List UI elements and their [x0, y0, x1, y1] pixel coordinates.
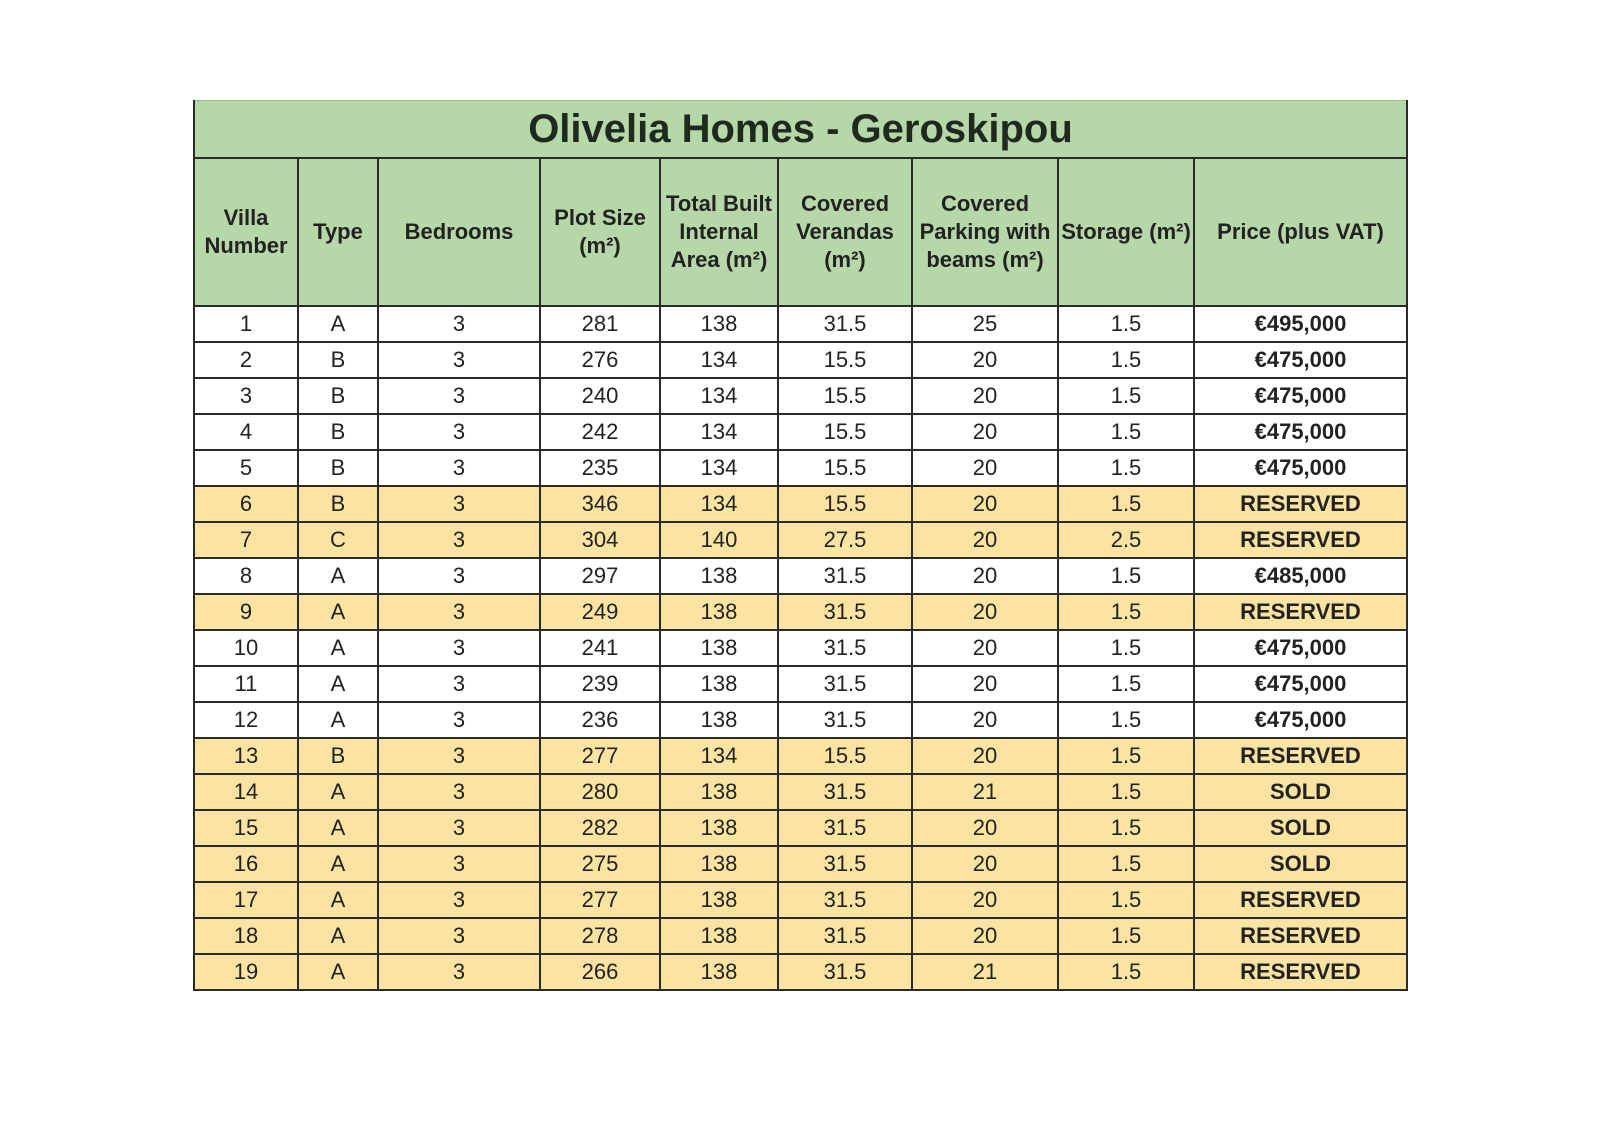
cell-price: €475,000 — [1194, 414, 1407, 450]
cell-price: RESERVED — [1194, 882, 1407, 918]
cell-storage: 1.5 — [1058, 954, 1194, 990]
cell-covered-parking: 20 — [912, 630, 1058, 666]
villa-price-table — [193, 100, 1408, 991]
column-header-covered-verandas: Covered Verandas (m²) — [778, 158, 912, 306]
table-row — [194, 486, 1407, 522]
cell-villa-number: 15 — [194, 810, 298, 846]
cell-covered-verandas: 31.5 — [778, 846, 912, 882]
cell-plot-size: 236 — [540, 702, 660, 738]
table-row — [194, 954, 1407, 990]
cell-covered-verandas: 15.5 — [778, 342, 912, 378]
cell-plot-size: 346 — [540, 486, 660, 522]
cell-storage: 1.5 — [1058, 342, 1194, 378]
cell-type: A — [298, 666, 378, 702]
cell-covered-parking: 20 — [912, 450, 1058, 486]
cell-total-built-area: 138 — [660, 954, 778, 990]
cell-price: RESERVED — [1194, 594, 1407, 630]
cell-bedrooms: 3 — [378, 486, 540, 522]
cell-villa-number: 2 — [194, 342, 298, 378]
cell-covered-parking: 20 — [912, 342, 1058, 378]
cell-storage: 1.5 — [1058, 666, 1194, 702]
cell-storage: 1.5 — [1058, 558, 1194, 594]
cell-covered-verandas: 31.5 — [778, 954, 912, 990]
table-body — [194, 306, 1407, 990]
column-header-bedrooms: Bedrooms — [378, 158, 540, 306]
cell-bedrooms: 3 — [378, 630, 540, 666]
cell-villa-number: 13 — [194, 738, 298, 774]
cell-storage: 1.5 — [1058, 450, 1194, 486]
cell-bedrooms: 3 — [378, 306, 540, 342]
cell-plot-size: 241 — [540, 630, 660, 666]
table-row — [194, 594, 1407, 630]
cell-plot-size: 266 — [540, 954, 660, 990]
cell-bedrooms: 3 — [378, 558, 540, 594]
cell-plot-size: 277 — [540, 882, 660, 918]
cell-price: SOLD — [1194, 846, 1407, 882]
cell-covered-verandas: 31.5 — [778, 594, 912, 630]
table-row — [194, 702, 1407, 738]
cell-plot-size: 282 — [540, 810, 660, 846]
table-row — [194, 378, 1407, 414]
column-header-storage: Storage (m²) — [1058, 158, 1194, 306]
column-header-price: Price (plus VAT) — [1194, 158, 1407, 306]
cell-villa-number: 9 — [194, 594, 298, 630]
cell-covered-parking: 20 — [912, 702, 1058, 738]
cell-type: A — [298, 630, 378, 666]
cell-covered-verandas: 31.5 — [778, 702, 912, 738]
cell-villa-number: 10 — [194, 630, 298, 666]
cell-bedrooms: 3 — [378, 522, 540, 558]
cell-storage: 1.5 — [1058, 702, 1194, 738]
cell-total-built-area: 134 — [660, 486, 778, 522]
cell-price: RESERVED — [1194, 486, 1407, 522]
page-title: Olivelia Homes - Geroskipou — [194, 101, 1407, 159]
cell-total-built-area: 138 — [660, 810, 778, 846]
table-row — [194, 918, 1407, 954]
cell-total-built-area: 138 — [660, 306, 778, 342]
cell-covered-verandas: 31.5 — [778, 306, 912, 342]
cell-type: A — [298, 594, 378, 630]
cell-villa-number: 17 — [194, 882, 298, 918]
cell-villa-number: 11 — [194, 666, 298, 702]
cell-type: A — [298, 774, 378, 810]
cell-plot-size: 304 — [540, 522, 660, 558]
cell-storage: 1.5 — [1058, 486, 1194, 522]
cell-villa-number: 8 — [194, 558, 298, 594]
cell-covered-parking: 25 — [912, 306, 1058, 342]
cell-type: A — [298, 882, 378, 918]
table-row — [194, 522, 1407, 558]
cell-total-built-area: 138 — [660, 846, 778, 882]
cell-price: SOLD — [1194, 774, 1407, 810]
cell-type: B — [298, 414, 378, 450]
cell-price: €475,000 — [1194, 450, 1407, 486]
cell-total-built-area: 134 — [660, 450, 778, 486]
cell-storage: 1.5 — [1058, 774, 1194, 810]
cell-covered-parking: 21 — [912, 954, 1058, 990]
column-header-villa-number: Villa Number — [194, 158, 298, 306]
cell-bedrooms: 3 — [378, 342, 540, 378]
cell-covered-verandas: 27.5 — [778, 522, 912, 558]
cell-type: A — [298, 846, 378, 882]
table-row — [194, 630, 1407, 666]
cell-type: A — [298, 954, 378, 990]
table-row — [194, 666, 1407, 702]
cell-covered-parking: 20 — [912, 486, 1058, 522]
cell-price: €495,000 — [1194, 306, 1407, 342]
column-header-type: Type — [298, 158, 378, 306]
cell-type: A — [298, 810, 378, 846]
cell-villa-number: 12 — [194, 702, 298, 738]
cell-plot-size: 239 — [540, 666, 660, 702]
cell-price: €475,000 — [1194, 702, 1407, 738]
cell-plot-size: 235 — [540, 450, 660, 486]
cell-bedrooms: 3 — [378, 882, 540, 918]
cell-plot-size: 278 — [540, 918, 660, 954]
cell-plot-size: 240 — [540, 378, 660, 414]
cell-covered-parking: 20 — [912, 738, 1058, 774]
cell-bedrooms: 3 — [378, 378, 540, 414]
cell-bedrooms: 3 — [378, 414, 540, 450]
cell-bedrooms: 3 — [378, 666, 540, 702]
cell-price: €485,000 — [1194, 558, 1407, 594]
cell-covered-parking: 20 — [912, 558, 1058, 594]
cell-covered-parking: 20 — [912, 666, 1058, 702]
table-row — [194, 342, 1407, 378]
cell-covered-parking: 21 — [912, 774, 1058, 810]
cell-total-built-area: 134 — [660, 342, 778, 378]
column-header-plot-size: Plot Size (m²) — [540, 158, 660, 306]
cell-plot-size: 281 — [540, 306, 660, 342]
cell-bedrooms: 3 — [378, 954, 540, 990]
cell-type: B — [298, 378, 378, 414]
cell-total-built-area: 134 — [660, 738, 778, 774]
cell-type: B — [298, 738, 378, 774]
cell-type: C — [298, 522, 378, 558]
column-header-row — [194, 158, 1407, 306]
cell-plot-size: 275 — [540, 846, 660, 882]
cell-covered-parking: 20 — [912, 414, 1058, 450]
cell-covered-parking: 20 — [912, 846, 1058, 882]
cell-villa-number: 5 — [194, 450, 298, 486]
cell-covered-verandas: 31.5 — [778, 666, 912, 702]
table-row — [194, 450, 1407, 486]
cell-total-built-area: 138 — [660, 918, 778, 954]
cell-plot-size: 280 — [540, 774, 660, 810]
cell-total-built-area: 134 — [660, 378, 778, 414]
cell-plot-size: 297 — [540, 558, 660, 594]
cell-bedrooms: 3 — [378, 810, 540, 846]
cell-villa-number: 3 — [194, 378, 298, 414]
cell-storage: 1.5 — [1058, 378, 1194, 414]
cell-price: RESERVED — [1194, 954, 1407, 990]
cell-storage: 1.5 — [1058, 738, 1194, 774]
cell-price: RESERVED — [1194, 522, 1407, 558]
cell-total-built-area: 138 — [660, 666, 778, 702]
cell-villa-number: 4 — [194, 414, 298, 450]
cell-storage: 1.5 — [1058, 594, 1194, 630]
cell-price: €475,000 — [1194, 666, 1407, 702]
cell-total-built-area: 138 — [660, 558, 778, 594]
cell-total-built-area: 134 — [660, 414, 778, 450]
cell-villa-number: 6 — [194, 486, 298, 522]
cell-total-built-area: 138 — [660, 882, 778, 918]
table-row — [194, 738, 1407, 774]
cell-villa-number: 16 — [194, 846, 298, 882]
cell-storage: 2.5 — [1058, 522, 1194, 558]
cell-covered-verandas: 31.5 — [778, 810, 912, 846]
table-row — [194, 846, 1407, 882]
cell-total-built-area: 138 — [660, 594, 778, 630]
cell-covered-parking: 20 — [912, 522, 1058, 558]
cell-plot-size: 277 — [540, 738, 660, 774]
cell-bedrooms: 3 — [378, 450, 540, 486]
cell-covered-parking: 20 — [912, 810, 1058, 846]
cell-storage: 1.5 — [1058, 414, 1194, 450]
cell-covered-verandas: 15.5 — [778, 378, 912, 414]
table-row — [194, 558, 1407, 594]
column-header-total-built-area: Total Built Internal Area (m²) — [660, 158, 778, 306]
cell-bedrooms: 3 — [378, 594, 540, 630]
title-row — [194, 101, 1407, 159]
cell-bedrooms: 3 — [378, 774, 540, 810]
cell-type: A — [298, 702, 378, 738]
table-row — [194, 810, 1407, 846]
cell-villa-number: 18 — [194, 918, 298, 954]
cell-total-built-area: 138 — [660, 774, 778, 810]
cell-covered-parking: 20 — [912, 594, 1058, 630]
cell-storage: 1.5 — [1058, 306, 1194, 342]
cell-covered-verandas: 31.5 — [778, 630, 912, 666]
cell-type: A — [298, 558, 378, 594]
cell-type: B — [298, 486, 378, 522]
cell-bedrooms: 3 — [378, 738, 540, 774]
cell-type: B — [298, 450, 378, 486]
cell-bedrooms: 3 — [378, 846, 540, 882]
cell-villa-number: 1 — [194, 306, 298, 342]
cell-storage: 1.5 — [1058, 630, 1194, 666]
cell-covered-verandas: 15.5 — [778, 738, 912, 774]
cell-type: A — [298, 306, 378, 342]
table-row — [194, 414, 1407, 450]
cell-type: B — [298, 342, 378, 378]
cell-price: €475,000 — [1194, 630, 1407, 666]
cell-price: SOLD — [1194, 810, 1407, 846]
cell-storage: 1.5 — [1058, 882, 1194, 918]
cell-covered-verandas: 15.5 — [778, 414, 912, 450]
table-row — [194, 306, 1407, 342]
cell-type: A — [298, 918, 378, 954]
cell-covered-verandas: 31.5 — [778, 558, 912, 594]
table-row — [194, 774, 1407, 810]
cell-storage: 1.5 — [1058, 846, 1194, 882]
cell-covered-parking: 20 — [912, 882, 1058, 918]
cell-total-built-area: 138 — [660, 702, 778, 738]
cell-covered-verandas: 31.5 — [778, 882, 912, 918]
cell-storage: 1.5 — [1058, 810, 1194, 846]
cell-covered-verandas: 15.5 — [778, 450, 912, 486]
cell-price: RESERVED — [1194, 918, 1407, 954]
cell-villa-number: 19 — [194, 954, 298, 990]
cell-price: RESERVED — [1194, 738, 1407, 774]
column-header-covered-parking: Covered Parking with beams (m²) — [912, 158, 1058, 306]
table-row — [194, 882, 1407, 918]
cell-covered-parking: 20 — [912, 378, 1058, 414]
cell-total-built-area: 140 — [660, 522, 778, 558]
cell-covered-verandas: 31.5 — [778, 918, 912, 954]
cell-plot-size: 276 — [540, 342, 660, 378]
cell-total-built-area: 138 — [660, 630, 778, 666]
cell-plot-size: 249 — [540, 594, 660, 630]
cell-price: €475,000 — [1194, 378, 1407, 414]
cell-storage: 1.5 — [1058, 918, 1194, 954]
cell-plot-size: 242 — [540, 414, 660, 450]
cell-bedrooms: 3 — [378, 702, 540, 738]
cell-covered-parking: 20 — [912, 918, 1058, 954]
cell-villa-number: 7 — [194, 522, 298, 558]
cell-bedrooms: 3 — [378, 918, 540, 954]
cell-villa-number: 14 — [194, 774, 298, 810]
cell-covered-verandas: 15.5 — [778, 486, 912, 522]
cell-covered-verandas: 31.5 — [778, 774, 912, 810]
cell-price: €475,000 — [1194, 342, 1407, 378]
